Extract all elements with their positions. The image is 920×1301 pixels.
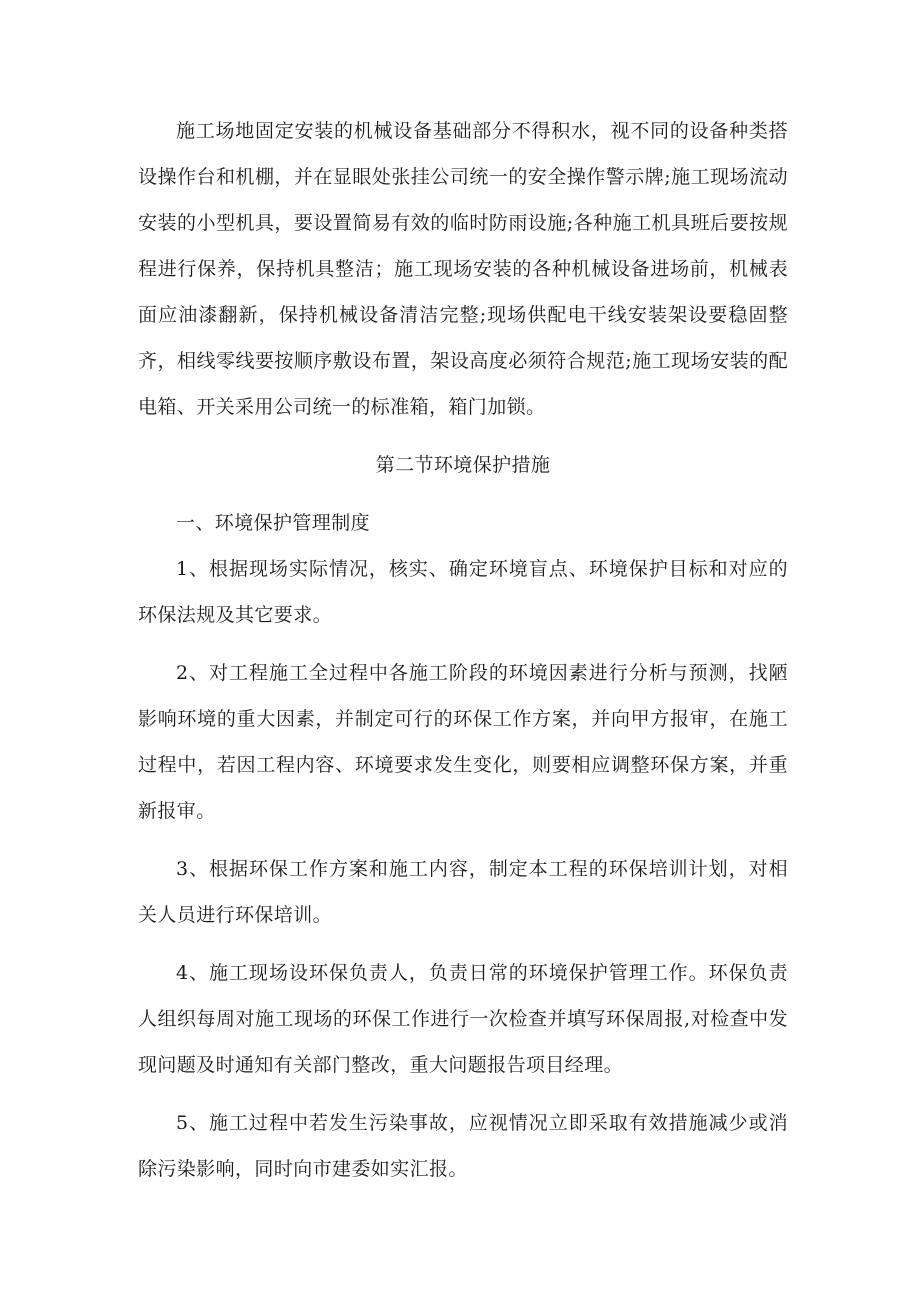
list-item: 4、施工现场设环保负责人，负责日常的环境保护管理工作。环保负责人组织每周对施工现场的环保工作进行一次检查并填写环保周报,对检查中发现问题及时通知有关部门整改，重大问题报告项目经理。 (138, 962, 788, 1076)
document-body (138, 108, 788, 1192)
list-item: 5、施工过程中若发生污染事故，应视情况立即采取有效措施减少或消除污染影响，同时向市建委如实汇报。 (138, 1112, 788, 1180)
intro-paragraph: 施工场地固定安装的机械设备基础部分不得积水，视不同的设备种类搭设操作台和机棚，并在显眼处张挂公司统一的安全操作警示牌;施工现场流动安装的小型机具，要设置简易有效的临时防雨设施;各种施工机具班后要按规程进行保养，保持机具整洁；施工现场安装的各种机械设备进场前，机械表面应油漆翻新，保持机械设备清洁完整;现场供配电干线安装架设要稳固整齐，相线零线要按顺序敷设布置，架设高度必须符合规范;施工现场安装的配电箱、开关采用公司统一的标准箱，箱门加锁。 (138, 120, 788, 418)
list-item: 3、根据环保工作方案和施工内容，制定本工程的环保培训计划，对相关人员进行环保培训。 (138, 858, 788, 926)
list-item: 2、对工程施工全过程中各施工阶段的环境因素进行分析与预测，找陋影响环境的重大因素，并制定可行的环保工作方案，并向甲方报审，在施工过程中，若因工程内容、环境要求发生变化，则要相应调整环保方案，并重新报审。 (138, 662, 788, 822)
subsection-title: 一、环境保护管理制度 (176, 512, 371, 534)
section-title: 第二节环境保护措施 (375, 454, 551, 476)
list-item: 1、根据现场实际情况，核实、确定环境盲点、环境保护目标和对应的环保法规及其它要求。 (138, 558, 788, 626)
